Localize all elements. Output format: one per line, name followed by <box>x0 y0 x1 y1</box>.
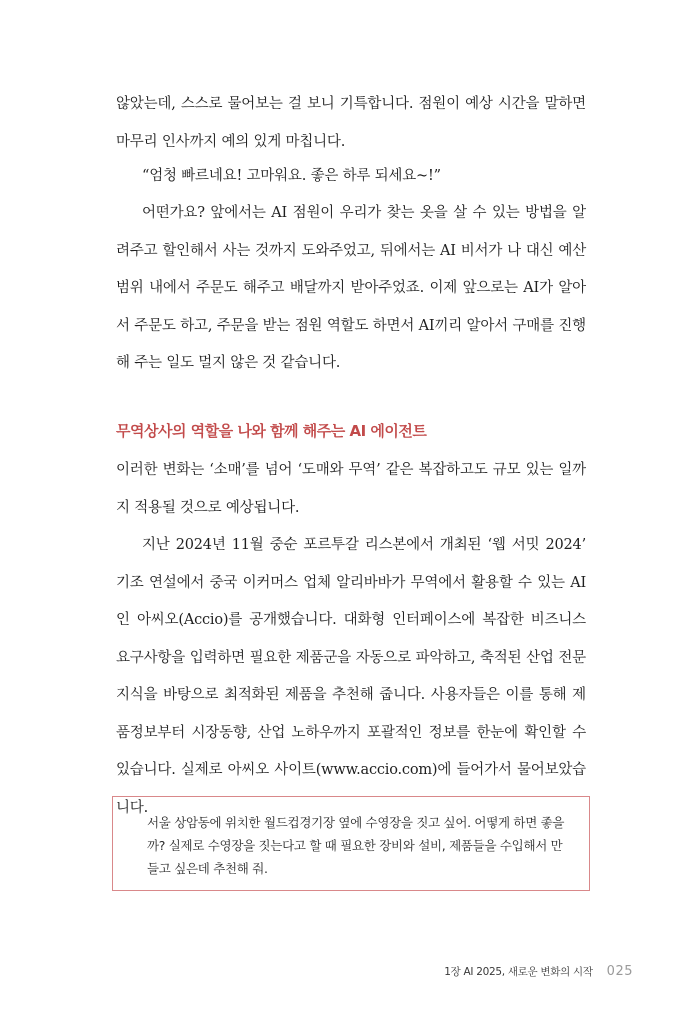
section-heading: 무역상사의 역할을 나와 함께 해주는 AI 에이전트 <box>116 422 427 440</box>
page-number: 025 <box>606 964 633 979</box>
callout-text: 서울 상암동에 위치한 월드컵경기장 옆에 수영장을 짓고 싶어. 어떻게 하면 좋을까? 실제로 수영장을 짓는다고 할 때 필요한 장비와 설비, 제품들을 수입해서 만들고 싶은데 추천해 줘. <box>147 815 565 876</box>
paragraph-continuation: 않았는데, 스스로 물어보는 걸 보니 기특합니다. 점원이 예상 시간을 말하면 마무리 인사까지 예의 있게 마칩니다. <box>116 96 586 150</box>
page-footer <box>444 964 633 979</box>
prompt-callout-box <box>112 796 590 891</box>
footer-chapter-title: 1장 AI 2025, 새로운 변화의 시작 <box>444 966 593 978</box>
paragraph-quote: “엄청 빠르네요! 고마워요. 좋은 하루 되세요~!” <box>142 168 441 184</box>
paragraph-summary: 어떤가요? 앞에서는 AI 점원이 우리가 찾는 옷을 살 수 있는 방법을 알려주고 할인해서 사는 것까지 도와주었고, 뒤에서는 AI 비서가 나 대신 예산 범위 내에서 주문도 해주고 배달까지 받아주었죠. 이제 앞으로는 AI가 알아서 주문도 하고, 주문을 받는 점원 역할도 하면서 AI끼리 알아서 구매를 진행해 주는 일도 멀지 않은 것 같습니다. <box>116 205 586 371</box>
paragraph-accio: 지난 2024년 11월 중순 포르투갈 리스본에서 개최된 ‘웹 서밋 2024’ 기조 연설에서 중국 이커머스 업체 알리바바가 무역에서 활용할 수 있는 AI인 아씨오(Accio)를 공개했습니다. 대화형 인터페이스에 복잡한 비즈니스 요구사항을 입력하면 필요한 제품군을 자동으로 파악하고, 축적된 산업 전문지식을 바탕으로 최적화된 제품을 추천해 줍니다. 사용자들은 이를 통해 제품정보부터 시장동향, 산업 노하우까지 포괄적인 정보를 한눈에 확인할 수 있습니다. 실제로 아씨오 사이트(www.accio.com)에 들어가서 물어보았습니다. <box>116 537 586 816</box>
paragraph-intro: 이러한 변화는 ‘소매’를 넘어 ‘도매와 무역’ 같은 복잡하고도 규모 있는 일까지 적용될 것으로 예상됩니다. <box>116 462 586 516</box>
